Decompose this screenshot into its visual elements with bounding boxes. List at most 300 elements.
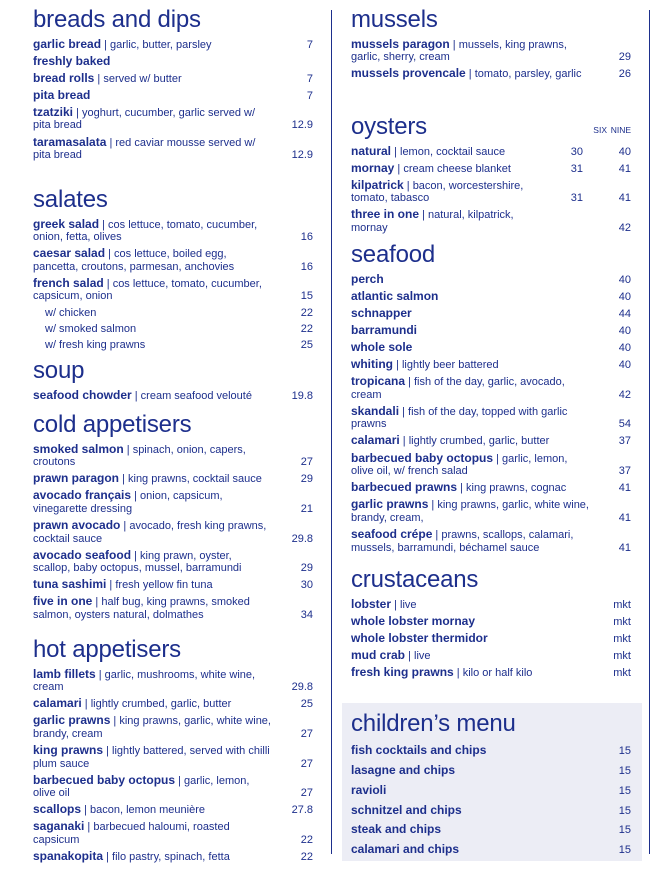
separator: | bbox=[131, 549, 141, 562]
dish-name: mussels provencale bbox=[351, 66, 466, 81]
menu-item bbox=[33, 850, 313, 864]
dish-description: w/ chicken bbox=[45, 306, 97, 319]
dish-price: 29 bbox=[300, 562, 313, 575]
dish-description: filo pastry, spinach, fetta bbox=[112, 851, 230, 864]
dish-price: 27 bbox=[300, 456, 313, 469]
menu-item-text bbox=[33, 803, 313, 817]
menu-item-text bbox=[351, 481, 631, 495]
dish-description: cos lettuce, tomato, cucumber, capsicum, onion bbox=[33, 277, 262, 303]
dish-description: garlic, mushrooms, white wine, cream bbox=[33, 668, 256, 694]
dish-price: 41 bbox=[618, 192, 631, 205]
menu-item bbox=[351, 452, 631, 478]
menu-item-text bbox=[33, 389, 313, 403]
dish-price: 22 bbox=[300, 851, 313, 864]
menu-item-text bbox=[33, 443, 313, 469]
menu-item-text bbox=[351, 804, 631, 818]
dish-price: 42 bbox=[618, 388, 631, 401]
separator: | bbox=[393, 358, 402, 371]
section-oysters bbox=[351, 113, 631, 235]
menu-item-text bbox=[351, 843, 631, 857]
dish-price: 40 bbox=[618, 145, 631, 158]
menu-item bbox=[351, 784, 631, 798]
separator: | bbox=[432, 529, 442, 541]
dish-name: mussels paragon bbox=[351, 36, 450, 51]
menu-item bbox=[33, 668, 313, 694]
menu-item bbox=[33, 323, 313, 336]
menu-item bbox=[351, 290, 631, 304]
dish-description: natural, kilpatrick, mornay bbox=[351, 209, 514, 234]
separator: | bbox=[94, 72, 104, 85]
separator: | bbox=[103, 277, 113, 290]
dish-price: 22 bbox=[300, 306, 313, 319]
dish-name: perch bbox=[351, 271, 384, 286]
separator: | bbox=[84, 821, 94, 834]
section-salates bbox=[33, 186, 313, 351]
separator: | bbox=[81, 804, 91, 817]
menu-item bbox=[33, 277, 313, 303]
separator: | bbox=[131, 490, 141, 503]
separator: | bbox=[101, 38, 111, 51]
menu-item-text bbox=[33, 744, 313, 770]
dish-price: 15 bbox=[618, 784, 631, 797]
menu-item-text bbox=[351, 649, 631, 663]
menu-item-text bbox=[351, 162, 631, 176]
menu-item-text bbox=[33, 820, 313, 846]
separator: | bbox=[493, 452, 503, 465]
separator: | bbox=[110, 715, 120, 728]
dish-price: 40 bbox=[618, 358, 631, 371]
menu-item bbox=[33, 774, 313, 800]
section-seafood bbox=[351, 241, 631, 554]
separator: | bbox=[103, 851, 113, 864]
dish-description: tomato, parsley, garlic bbox=[474, 68, 582, 81]
dish-price: 22 bbox=[300, 322, 313, 335]
separator: | bbox=[394, 162, 404, 175]
menu-item-text bbox=[33, 850, 313, 864]
menu-item bbox=[33, 820, 313, 846]
menu-item-text bbox=[351, 632, 631, 646]
dish-price: 31 bbox=[570, 192, 583, 205]
menu-item bbox=[33, 218, 313, 244]
menu-item bbox=[351, 405, 631, 431]
dish-price: 27 bbox=[300, 727, 313, 740]
dish-description: fresh yellow fin tuna bbox=[115, 579, 213, 592]
menu-item-text bbox=[33, 595, 313, 621]
dish-price: 41 bbox=[618, 162, 631, 175]
column-divider bbox=[331, 10, 332, 854]
dish-price: 15 bbox=[618, 745, 631, 758]
dish-description: fish of the day, topped with garlic prawns bbox=[351, 405, 568, 431]
menu-item-text bbox=[351, 764, 631, 778]
separator: | bbox=[175, 774, 185, 787]
menu-item bbox=[33, 247, 313, 273]
menu-item bbox=[351, 179, 631, 205]
dish-name: caesar salad bbox=[33, 246, 106, 261]
separator: | bbox=[465, 68, 475, 81]
dish-price: 15 bbox=[618, 844, 631, 857]
dish-name: garlic prawns bbox=[33, 713, 111, 728]
section-title: crustaceans bbox=[351, 566, 479, 593]
dish-price: 26 bbox=[618, 68, 631, 81]
menu-item bbox=[33, 307, 313, 320]
menu-item-text bbox=[33, 697, 313, 711]
right-edge-line bbox=[649, 10, 650, 854]
menu-item-text bbox=[33, 136, 313, 162]
menu-item-text bbox=[33, 106, 313, 132]
dish-name: scallops bbox=[33, 802, 82, 817]
separator: | bbox=[391, 145, 400, 158]
menu-item-text bbox=[33, 72, 313, 86]
menu-item-text bbox=[351, 179, 631, 205]
dish-name: fish cocktails and chips bbox=[351, 743, 487, 758]
dish-description: lightly crumbed, garlic, butter bbox=[90, 698, 232, 711]
dish-description: served w/ butter bbox=[103, 72, 182, 85]
section-soup bbox=[33, 357, 313, 402]
dish-name: whiting bbox=[351, 356, 393, 371]
menu-item-text bbox=[351, 358, 631, 372]
dish-name: whole lobster thermidor bbox=[351, 630, 488, 645]
dish-price: 15 bbox=[618, 824, 631, 837]
separator: | bbox=[405, 649, 414, 662]
separator: | bbox=[399, 405, 409, 418]
separator: | bbox=[453, 666, 463, 679]
dish-name: whole sole bbox=[351, 339, 413, 354]
dish-description: lightly beer battered bbox=[401, 358, 499, 371]
separator: | bbox=[81, 698, 91, 711]
dish-price: 31 bbox=[570, 162, 583, 175]
menu-item-text bbox=[351, 528, 631, 554]
dish-name: avocado français bbox=[33, 488, 132, 503]
separator: | bbox=[405, 376, 414, 389]
menu-item bbox=[33, 89, 313, 103]
dish-price: 15 bbox=[618, 804, 631, 817]
dish-description: king prawns, garlic, white wine, brandy, cream, bbox=[351, 499, 589, 524]
dish-name: tuna sashimi bbox=[33, 577, 107, 592]
menu-item-text bbox=[351, 434, 631, 448]
menu-item bbox=[351, 208, 631, 234]
separator: | bbox=[131, 389, 141, 402]
dish-name: prawn paragon bbox=[33, 471, 120, 486]
dish-price: 41 bbox=[618, 511, 631, 524]
separator: | bbox=[449, 38, 459, 51]
separator: | bbox=[103, 744, 112, 757]
menu-item bbox=[33, 136, 313, 162]
dish-price: 16 bbox=[300, 260, 313, 273]
dish-name: mornay bbox=[351, 160, 395, 175]
dish-price: 40 bbox=[618, 341, 631, 354]
dish-price: 29 bbox=[618, 51, 631, 64]
menu-item bbox=[33, 519, 313, 545]
menu-item bbox=[33, 595, 313, 621]
dish-price: mkt bbox=[613, 649, 631, 662]
section-title: soup bbox=[33, 357, 85, 384]
separator: | bbox=[403, 179, 413, 192]
dish-name: lobster bbox=[351, 596, 392, 611]
separator: | bbox=[99, 218, 109, 231]
menu-item bbox=[33, 714, 313, 740]
separator: | bbox=[73, 106, 82, 119]
section-title: children’s menu bbox=[351, 710, 516, 737]
dish-description: live bbox=[414, 649, 431, 662]
dish-price: 27 bbox=[300, 787, 313, 800]
dish-price: 41 bbox=[618, 541, 631, 554]
menu-item-text bbox=[351, 823, 631, 837]
menu-item-text bbox=[351, 598, 631, 612]
dish-name: king prawns bbox=[33, 742, 104, 757]
dish-name: barbecued baby octopus bbox=[33, 772, 176, 787]
dish-price: 21 bbox=[300, 502, 313, 515]
dish-description: fish of the day, garlic, avocado, cream bbox=[351, 376, 565, 401]
dish-description: prawns, scallops, calamari, mussels, barramundi, béchamel sauce bbox=[351, 529, 574, 554]
menu-item bbox=[351, 823, 631, 837]
dish-name: barramundi bbox=[351, 322, 418, 337]
menu-item bbox=[351, 598, 631, 612]
menu-item bbox=[351, 498, 631, 524]
dish-name: calamari and chips bbox=[351, 842, 460, 857]
menu-item bbox=[33, 697, 313, 711]
menu-item bbox=[351, 307, 631, 321]
dish-price: 41 bbox=[618, 482, 631, 495]
dish-description: bacon, worcestershire, tomato, tabasco bbox=[351, 179, 524, 205]
dish-description: w/ smoked salmon bbox=[45, 322, 137, 335]
menu-item bbox=[351, 38, 631, 64]
price-column-header: NINE bbox=[610, 125, 631, 135]
section-crustaceans bbox=[351, 566, 631, 679]
menu-item-text bbox=[33, 578, 313, 592]
dish-price: 19.8 bbox=[291, 389, 313, 402]
dish-name: schnapper bbox=[351, 305, 412, 320]
section-title: cold appetisers bbox=[33, 411, 192, 438]
dish-description: w/ fresh king prawns bbox=[45, 338, 146, 351]
menu-item bbox=[351, 434, 631, 448]
dish-price: mkt bbox=[613, 598, 631, 611]
dish-description: bacon, lemon meunière bbox=[90, 804, 205, 817]
dish-name: garlic bread bbox=[33, 36, 102, 51]
dish-price: 15 bbox=[300, 290, 313, 303]
dish-description: king prawns, cocktail sauce bbox=[128, 473, 262, 486]
dish-name: saganaki bbox=[33, 819, 85, 834]
menu-item-text bbox=[33, 549, 313, 575]
dish-price: 54 bbox=[618, 418, 631, 431]
dish-price: 37 bbox=[618, 465, 631, 478]
dish-price: 30 bbox=[300, 579, 313, 592]
dish-price: 40 bbox=[618, 324, 631, 337]
menu-item-text bbox=[351, 615, 631, 629]
menu-item-text bbox=[351, 208, 631, 234]
dish-description: lightly crumbed, garlic, butter bbox=[408, 435, 550, 448]
dish-description: cream seafood velouté bbox=[140, 389, 252, 402]
menu-item bbox=[351, 145, 631, 159]
menu-item bbox=[351, 67, 631, 81]
dish-description: lightly battered, served with chilli plum sauce bbox=[33, 744, 270, 770]
dish-name: bread rolls bbox=[33, 70, 95, 85]
menu-item bbox=[33, 549, 313, 575]
dish-name: seafood crépe bbox=[351, 527, 433, 541]
separator: | bbox=[120, 519, 130, 532]
separator: | bbox=[399, 435, 409, 448]
dish-description: king prawns, garlic, white wine, brandy, cream bbox=[33, 715, 271, 740]
menu-item bbox=[351, 632, 631, 646]
dish-name: tropicana bbox=[351, 374, 406, 389]
dish-name: steak and chips bbox=[351, 822, 442, 837]
menu-item-text bbox=[351, 452, 631, 478]
dish-name: fresh king prawns bbox=[351, 664, 454, 679]
menu-item bbox=[351, 481, 631, 495]
menu-item bbox=[351, 666, 631, 680]
menu-item bbox=[33, 38, 313, 52]
dish-name: natural bbox=[351, 143, 392, 158]
dish-description: red caviar mousse served w/ pita bread bbox=[33, 136, 256, 162]
menu-item bbox=[33, 106, 313, 132]
dish-price: 40 bbox=[618, 290, 631, 303]
dish-name: whole lobster mornay bbox=[351, 613, 476, 628]
dish-price: mkt bbox=[613, 666, 631, 679]
menu-item-text bbox=[33, 218, 313, 244]
dish-name: freshly baked bbox=[33, 53, 111, 68]
menu-item bbox=[351, 324, 631, 338]
menu-item-text bbox=[351, 744, 631, 758]
menu-item bbox=[351, 273, 631, 287]
dish-name: pita bread bbox=[33, 87, 91, 102]
dish-description: yoghurt, cucumber, garlic served w/ pita bread bbox=[33, 106, 256, 132]
menu-item bbox=[351, 804, 631, 818]
menu-item-text bbox=[33, 472, 313, 486]
dish-description: avocado, fresh king prawns, cocktail sauce bbox=[33, 519, 267, 545]
section-hot-appetisers bbox=[33, 636, 313, 864]
menu-item-text bbox=[33, 247, 313, 273]
dish-price: 27.8 bbox=[291, 804, 313, 817]
dish-price: 44 bbox=[618, 307, 631, 320]
menu-item bbox=[33, 55, 313, 69]
dish-description: live bbox=[400, 598, 417, 611]
separator: | bbox=[391, 598, 400, 611]
separator: | bbox=[457, 482, 467, 495]
dish-price: 12.9 bbox=[291, 119, 313, 132]
dish-name: lasagne and chips bbox=[351, 762, 456, 777]
dish-description: onion, capsicum, vinegarette dressing bbox=[33, 490, 223, 515]
price-column-header: SIX bbox=[593, 125, 607, 135]
menu-item-text bbox=[351, 145, 631, 159]
dish-name: skandali bbox=[351, 403, 400, 418]
menu-item-text bbox=[351, 784, 631, 798]
dish-name: garlic prawns bbox=[351, 497, 429, 512]
menu-item-text bbox=[351, 498, 631, 524]
menu-item bbox=[33, 443, 313, 469]
menu-item-text bbox=[33, 714, 313, 740]
menu-item-text bbox=[33, 89, 313, 103]
dish-name: five in one bbox=[33, 594, 93, 609]
section-title: mussels bbox=[351, 6, 438, 33]
menu-item-text bbox=[33, 519, 313, 545]
dish-description: kilo or half kilo bbox=[462, 666, 533, 679]
dish-name: calamari bbox=[33, 696, 82, 711]
section-title: oysters bbox=[351, 113, 427, 140]
menu-item-text bbox=[33, 774, 313, 800]
menu-item-text bbox=[351, 290, 631, 304]
dish-price: 7 bbox=[306, 38, 313, 51]
section-title: hot appetisers bbox=[33, 636, 181, 663]
section-children-s-menu bbox=[351, 710, 631, 857]
menu-item bbox=[351, 744, 631, 758]
dish-price: 29.8 bbox=[291, 532, 313, 545]
dish-price: 37 bbox=[618, 435, 631, 448]
dish-price: 22 bbox=[300, 834, 313, 847]
menu-item bbox=[351, 162, 631, 176]
dish-name: lamb fillets bbox=[33, 666, 96, 681]
menu-item bbox=[351, 341, 631, 355]
menu-item bbox=[33, 489, 313, 515]
menu-item-text bbox=[33, 277, 313, 303]
dish-name: three in one bbox=[351, 207, 420, 222]
menu-item bbox=[351, 358, 631, 372]
dish-name: barbecued baby octopus bbox=[351, 450, 494, 465]
dish-name: prawn avocado bbox=[33, 517, 121, 532]
dish-price: 29.8 bbox=[291, 681, 313, 694]
separator: | bbox=[92, 596, 102, 609]
dish-price: 12.9 bbox=[291, 149, 313, 162]
dish-name: barbecued prawns bbox=[351, 480, 458, 495]
section-mussels bbox=[351, 6, 631, 81]
menu-item-text bbox=[33, 668, 313, 694]
menu-item-text bbox=[351, 67, 631, 81]
dish-name: ravioli bbox=[351, 782, 387, 797]
dish-description: lemon, cocktail sauce bbox=[400, 145, 506, 158]
section-title: seafood bbox=[351, 241, 436, 268]
dish-price: 25 bbox=[300, 698, 313, 711]
dish-price: 7 bbox=[306, 72, 313, 85]
dish-description: cos lettuce, tomato, cucumber, onion, fetta, olives bbox=[33, 218, 258, 244]
dish-price: 30 bbox=[570, 145, 583, 158]
dish-name: atlantic salmon bbox=[351, 288, 439, 303]
dish-name: tzatziki bbox=[33, 104, 74, 119]
dish-description: garlic, butter, parsley bbox=[110, 38, 212, 51]
separator: | bbox=[95, 668, 105, 681]
separator: | bbox=[105, 248, 115, 261]
menu-item-text bbox=[351, 405, 631, 431]
dish-name: calamari bbox=[351, 433, 400, 448]
section-cold-appetisers bbox=[33, 411, 313, 622]
menu-item-text bbox=[351, 375, 631, 401]
dish-price: 7 bbox=[306, 89, 313, 102]
menu-item bbox=[351, 649, 631, 663]
dish-name: mud crab bbox=[351, 647, 406, 662]
dish-price: 34 bbox=[300, 609, 313, 622]
separator: | bbox=[123, 443, 133, 456]
dish-price: 40 bbox=[618, 273, 631, 286]
menu-item-text bbox=[351, 666, 631, 680]
section-breads-and-dips bbox=[33, 6, 313, 162]
dish-name: schnitzel and chips bbox=[351, 802, 462, 817]
dish-description: half bug, king prawns, smoked salmon, oysters natural, dolmathes bbox=[33, 596, 250, 622]
dish-description: cream cheese blanket bbox=[403, 162, 511, 175]
menu-item-text bbox=[351, 38, 631, 64]
menu-item bbox=[33, 803, 313, 817]
menu-item-text bbox=[33, 55, 313, 69]
separator: | bbox=[106, 136, 116, 149]
dish-name: taramasalata bbox=[33, 134, 107, 149]
section-title: breads and dips bbox=[33, 6, 201, 33]
menu-item-text bbox=[33, 489, 313, 515]
section-title: salates bbox=[33, 186, 108, 213]
dish-name: spanakopita bbox=[33, 849, 104, 864]
dish-description: barbecued haloumi, roasted capsicum bbox=[33, 821, 230, 847]
dish-price: 16 bbox=[300, 231, 313, 244]
dish-name: kilpatrick bbox=[351, 177, 404, 192]
dish-name: seafood chowder bbox=[33, 387, 132, 402]
dish-price: 42 bbox=[618, 221, 631, 234]
dish-description: spinach, onion, capers, croutons bbox=[33, 443, 246, 469]
menu-item bbox=[33, 72, 313, 86]
